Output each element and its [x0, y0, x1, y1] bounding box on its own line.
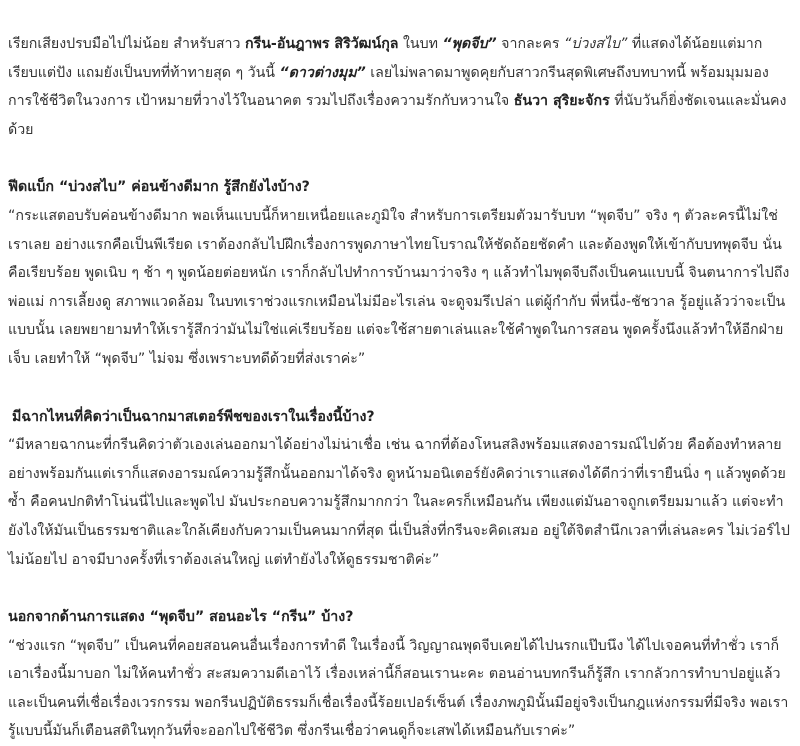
- intro-text-2: ในบท: [398, 36, 443, 52]
- partner-name: ธันวา สุริยะจักร: [513, 93, 610, 110]
- actress-name: กรีน-อันฎาพร สิริวัฒน์กุล: [245, 36, 399, 52]
- qa-block: [8, 603, 792, 746]
- intro-text-6: ที่นับวันก็ยิ่งชัดเจนและมั่นคงด้วย: [8, 93, 787, 138]
- qa-block: [8, 173, 792, 373]
- drama-name: “บ่วงสไบ”: [564, 36, 628, 52]
- question-heading: มีฉากไหนที่คิดว่าเป็นฉากมาสเตอร์พีชของเราในเรื่องนี้บ้าง?: [12, 408, 375, 425]
- intro-text-1: เรียกเสียงปรบมือไปไม่น้อย สำหรับสาว: [8, 36, 246, 52]
- answer-paragraph: “ช่วงแรก “พุดจีบ” เป็นคนที่คอยสอนคนอื่นเรื่องการทำดี ในเรื่องนี้ วิญญาณพุดจีบเคยได้ไปนรกแป๊บนึง ได้ไปเจอคนที่ทำชั่ว เราก็เอาเรื่องนี้มาบอก ไม่ให้คนทำชั่ว สะสมความดีเอาไว้ เรื่องเหล่านี้ก็สอนเรานะคะ ตอนอ่านบทกรีนก็รู้สึก เรากลัวการทำบาปอยู่แล้วและเป็นคนที่เชื่อเรื่องเวรกรรม พอกรีนปฏิบัติธรรมก็เชื่อเรื่องนี้ร้อยเปอร์เซ็นต์ เรื่องภพภูมินั้นมีอยู่จริงเป็นกฎแห่งกรรมที่มีจริง พอเรารู้แบบนี้มันก็เตือนสติในทุกวันที่จะออกไปใช้ชีวิต ซึ่งกรีนเชื่อว่าคนดูก็จะเสพได้เหมือนกับเราค่ะ”: [8, 637, 789, 740]
- intro-paragraph: [8, 30, 792, 144]
- question-heading: นอกจากด้านการแสดง “พุดจีบ” สอนอะไร “กรีน” บ้าง?: [8, 609, 354, 626]
- intro-text-5: เลยไม่พลาดมาพูดคุยกับสาวกรีนสุดพิเศษถึงบทบาทนี้ พร้อมมุมมองการใช้ชีวิตในวงการ เป้าหมายที่วางไว้ในอนาคต รวมไปถึงเรื่องความรักกับหวานใจ: [8, 64, 769, 110]
- intro-text-4: ที่แสดงได้น้อยแต่มาก เรียบแต่ปัง แถมยังเป็นบทที่ท้าทายสุด ๆ วันนี้: [8, 36, 763, 81]
- qa-block: [8, 403, 792, 575]
- question-heading: ฟีดแบ็ก “บ่วงสไบ” ค่อนข้างดีมาก รู้สึกยังไงบ้าง?: [8, 179, 310, 196]
- role-name: “พุดจีบ”: [442, 36, 497, 52]
- column-name: “ดาวต่างมุม”: [279, 64, 366, 81]
- intro-text-3: จากละคร: [496, 36, 564, 52]
- answer-paragraph: “กระแสตอบรับค่อนข้างดีมาก พอเห็นแบบนี้ก็หายเหนื่อยและภูมิใจ สำหรับการเตรียมตัวมารับบท “พุดจีบ” จริง ๆ ตัวละครนี้ไม่ใช่เราเลย อย่างแรกคือเป็นพีเรียด เราต้องกลับไปฝึกเรื่องการพูดภาษาไทยโบราณให้ชัดถ้อยชัดคำ และต้องพูดให้เข้ากับบทพุดจีบ นั่นคือเรียบร้อย พูดเนิบ ๆ ช้า ๆ พูดน้อยต่อยหนัก เราก็กลับไปทำการบ้านมาว่าจริง ๆ แล้วทำไมพุดจีบถึงเป็นคนแบบนี้ จินตนาการไปถึงพ่อแม่ การเลี้ยงดู สภาพแวดล้อม ในบทเราช่วงแรกเหมือนไม่มีอะไรเล่น จะดูจมรึเปล่า แต่ผู้กำกับ พี่หนึ่ง-ชัชวาล รู้อยู่แล้วว่าจะเป็นแบบนั้น เลยพยายามทำให้เรารู้สึกว่ามันไม่ใช่แค่เรียบร้อย แต่จะใช้สายตาเล่นและใช้คำพูดในการสอน พูดครั้งนึงแล้วทำให้อีกฝ่ายเจ็บ เลยทำให้ “พุดจีบ” ไม่จม ซึ่งเพราะบทดีด้วยที่ส่งเราค่ะ”: [8, 207, 790, 367]
- answer-paragraph: “มีหลายฉากนะที่กรีนคิดว่าตัวเองเล่นออกมาได้อย่างไม่น่าเชื่อ เช่น ฉากที่ต้องโหนสลิงพร้อมแสดงอารมณ์ไปด้วย คือต้องทำหลายอย่างพร้อมกันแต่เราก็แสดงอารมณ์ความรู้สึกนั้นออกมาได้จริง ดูหน้ามอนิเตอร์ยังคิดว่าเราแสดงได้ดีกว่าที่เรายืนนิ่ง ๆ แล้วพูดด้วยซ้ำ คือคนปกติทำโน่นนี่ไปและพูดไป มันประกอบความรู้สึกมากกว่า ในละครก็เหมือนกัน เพียงแต่มันอาจถูกเตรียมมาแล้ว แต่จะทำยังไงให้มันเป็นธรรมชาติและใกล้เคียงกับความเป็นคนมากที่สุด นี่เป็นสิ่งที่กรีนจะคิดเสมอ อยู่ใต้จิตสำนึกเวลาที่เล่นละคร ไม่เว่อร์ไป ไม่น้อยไป อาจมีบางครั้งที่เราต้องเล่นใหญ่ แต่ทำยังไงให้ดูธรรมชาติค่ะ”: [8, 437, 790, 568]
